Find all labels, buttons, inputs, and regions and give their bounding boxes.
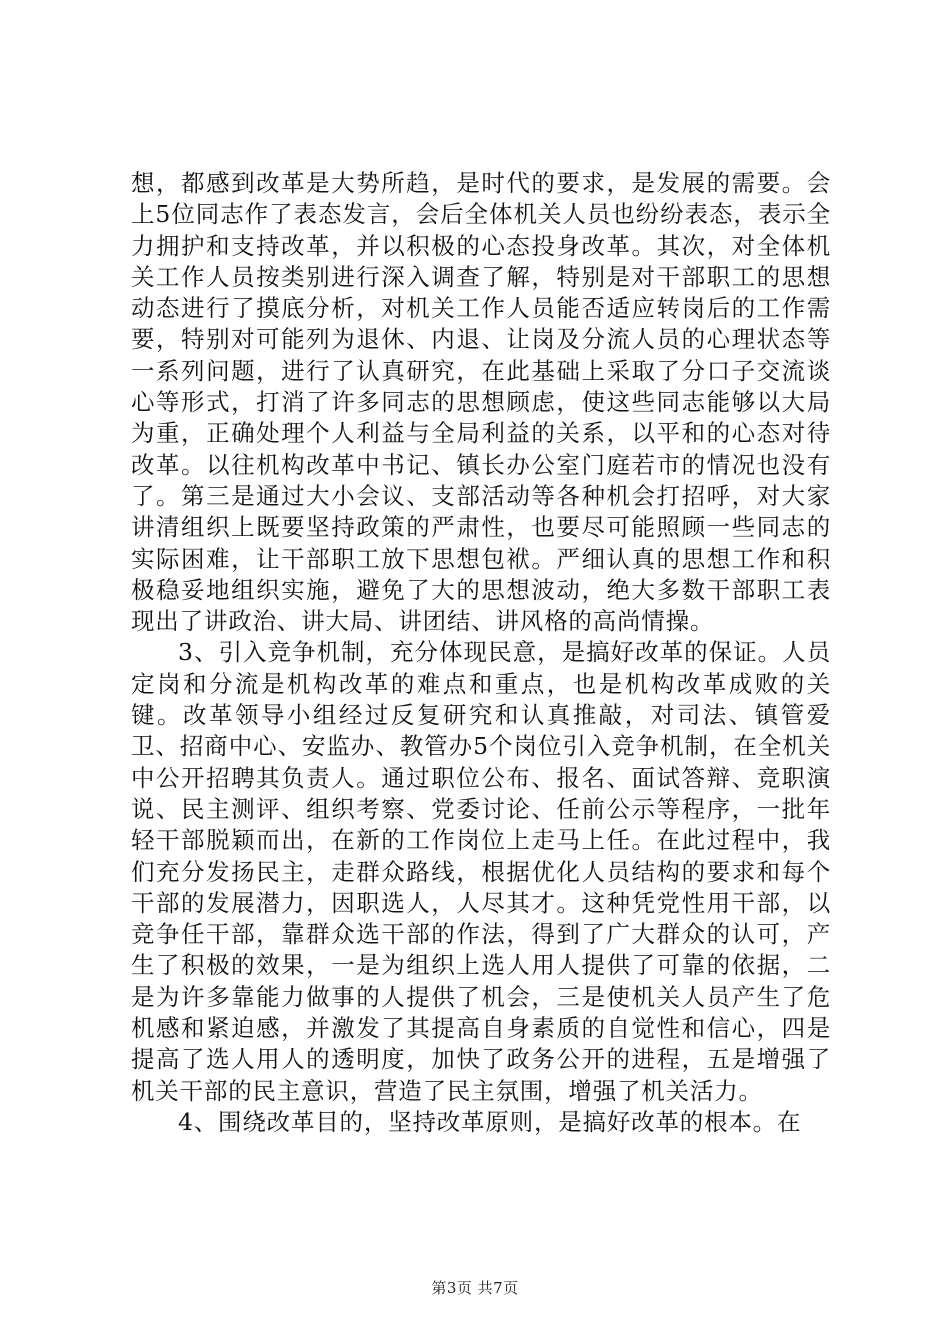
body-paragraph-1: 想，都感到改革是大势所趋，是时代的要求，是发展的需要。会上5位同志作了表态发言，会后全体机关人员也纷纷表态，表示全力拥护和支持改革，并以积极的心态投身改革。其次，对全体机关工作人员按类别进行深入调查了解，特别是对干部职工的思想动态进行了摸底分析，对机关工作人员能否适应转岗后的工作需要，特别对可能列为退休、内退、让岗及分流人员的心理状态等一系列问题，进行了认真研究，在此基础上采取了分口子交流谈心等形式，打消了许多同志的思想顾虑，使这些同志能够以大局为重，正确处理个人利益与全局利益的关系，以平和的心态对待改革。以往机构改革中书记、镇长办公室门庭若市的情况也没有了。第三是通过大小会议、支部活动等各种机会打招呼，对大家讲清组织上既要坚持政策的严肃性，也要尽可能照顾一些同志的实际困难，让干部职工放下思想包袱。严细认真的思想工作和积极稳妥地组织实施，避免了大的思想波动，绝大多数干部职工表现出了讲政治、讲大局、讲团结、讲风格的高尚情操。 bbox=[131, 169, 831, 636]
page-number-footer: 第3页 共7页 bbox=[431, 1279, 519, 1297]
body-paragraph-2: 3、引入竞争机制，充分体现民意，是搞好改革的保证。人员定岗和分流是机构改革的难点和重点，也是机构改革成败的关键。改革领导小组经过反复研究和认真推敲，对司法、镇管爱卫、招商中心、安监办、教管办5个岗位引入竞争机制，在全机关中公开招聘其负责人。通过职位公布、报名、面试答辩、竞职演说、民主测评、组织考察、党委讨论、任前公示等程序，一批年轻干部脱颖而出，在新的工作岗位上走马上任。在此过程中，我们充分发扬民主，走群众路线，根据优化人员结构的要求和每个干部的发展潜力，因职选人，人尽其才。这种凭党性用干部，以竞争任干部，靠群众选干部的作法，得到了广大群众的认可，产生了积极的效果，一是为组织上选人用人提供了可靠的依据，二是为许多靠能力做事的人提供了机会，三是使机关人员产生了危机感和紧迫感，并激发了其提高自身素质的自觉性和信心，四是提高了选人用人的透明度，加快了政务公开的进程，五是增强了机关干部的民主意识，营造了民主氛围，增强了机关活力。 bbox=[131, 638, 831, 1105]
document-body bbox=[131, 168, 831, 1138]
body-paragraph-3: 4、围绕改革目的，坚持改革原则，是搞好改革的根本。在 bbox=[178, 1107, 802, 1136]
